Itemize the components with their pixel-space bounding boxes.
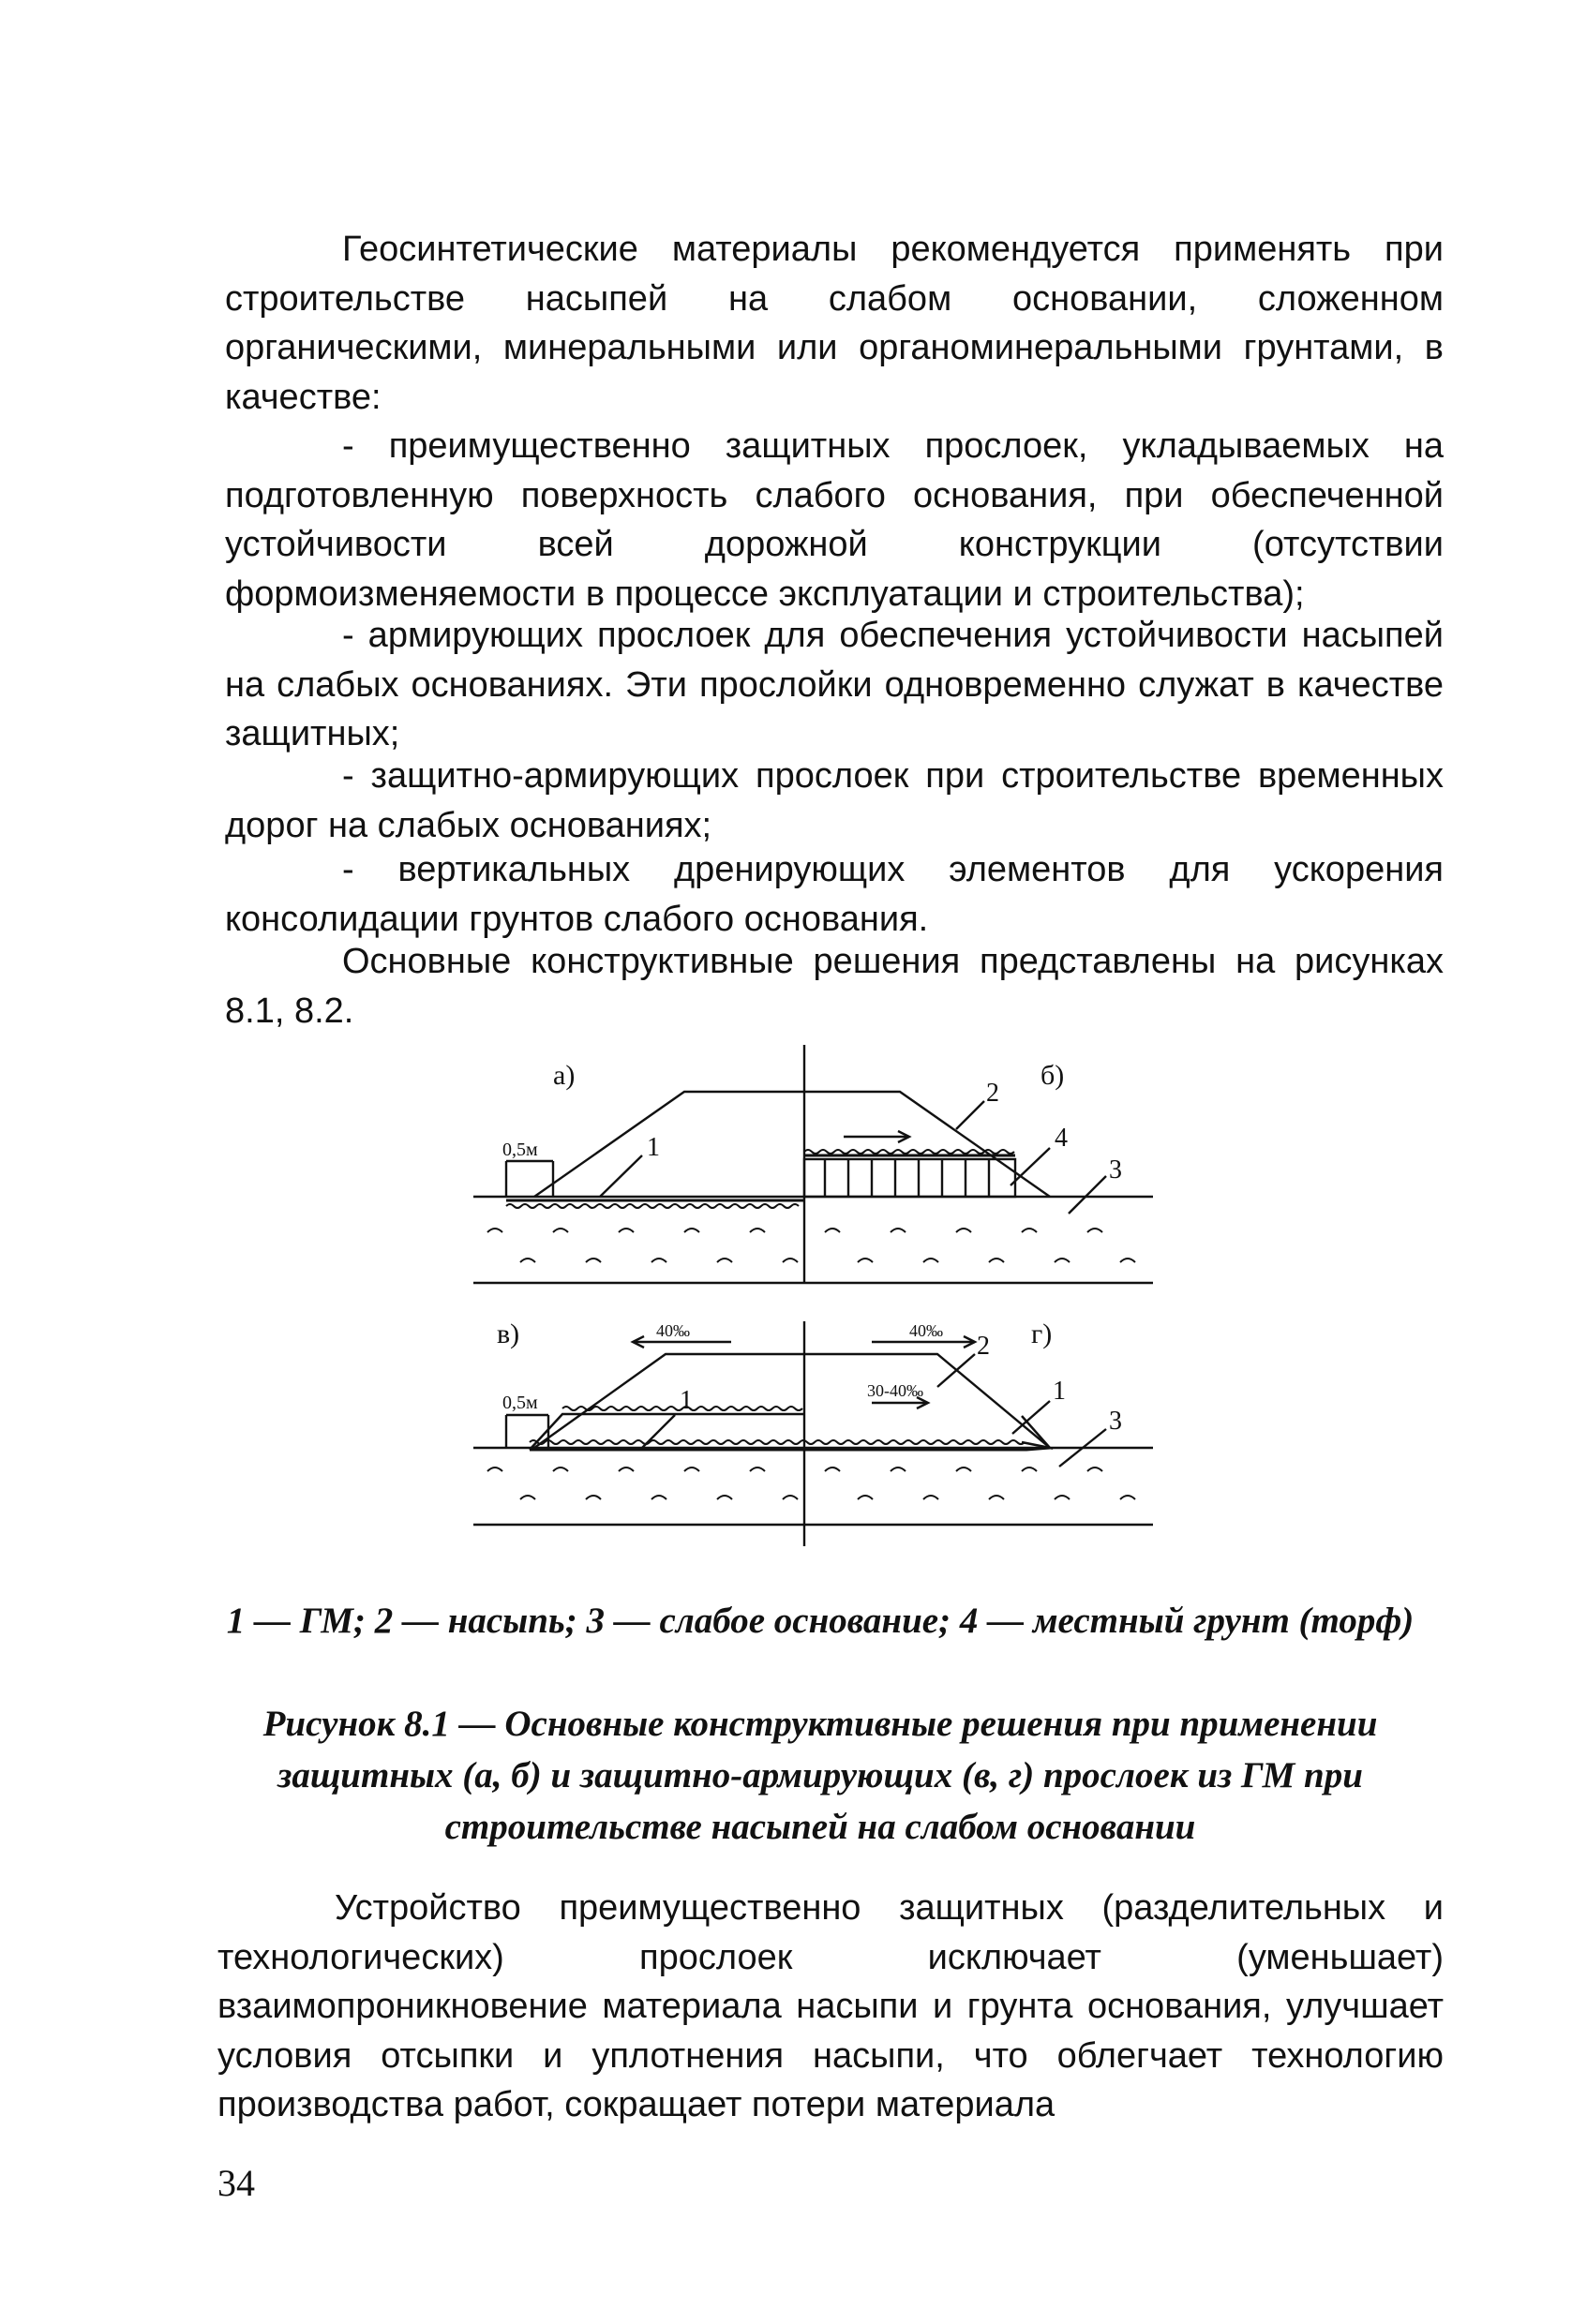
- list-item-vertical-drains: - вертикальных дренирующих элементов для ускорения консолидации грунтов слабого основания.: [225, 850, 1444, 939]
- slope-label-right: 40‰: [909, 1321, 943, 1340]
- slope-label-range: 30-40‰: [867, 1381, 923, 1400]
- callout-1-upper: 1: [647, 1133, 660, 1162]
- panel-label-b: б): [1041, 1060, 1065, 1091]
- callout-1-lower-left: 1: [680, 1386, 693, 1415]
- embankment-figure: [450, 1045, 1162, 1551]
- figure-caption: Рисунок 8.1 — Основные конструктивные решения при применении защитных (а, б) и защитно-армирующих (в, г) прослоек из ГМ при строительстве насыпей на слабом основании: [262, 1704, 1378, 1847]
- callout-1-lower-right: 1: [1053, 1377, 1066, 1406]
- offset-label-upper: 0,5м: [502, 1140, 538, 1160]
- embankment-outline-lower: [534, 1354, 1050, 1448]
- local-soil-block: [804, 1159, 1015, 1197]
- callout-3-lower: 3: [1109, 1407, 1122, 1436]
- offset-label-lower: 0,5м: [502, 1393, 538, 1413]
- intro-paragraph: Геосинтетические материалы рекомендуется применять при строительстве насыпей на слабом основании, сложенном органическими, минеральными или органоминеральными грунтами, в качестве:: [225, 230, 1444, 417]
- figure-reference-paragraph: Основные конструктивные решения представлены на рисунках 8.1, 8.2.: [225, 942, 1444, 1031]
- lower-diagram: [473, 1321, 1153, 1546]
- callout-3-upper: 3: [1109, 1155, 1122, 1184]
- list-item-protective-reinforcing-layers: - защитно-армирующих прослоек при строительстве временных дорог на слабых основаниях;: [225, 756, 1444, 845]
- list-item-reinforcing-layers: - армирующих прослоек для обеспечения устойчивости насыпей на слабых основаниях. Эти прослойки одновременно служат в качестве защитных;: [225, 616, 1444, 753]
- embankment-outline-upper: [534, 1092, 1050, 1197]
- callout-2-upper: 2: [986, 1079, 999, 1108]
- slope-label-left: 40‰: [656, 1321, 690, 1340]
- panel-label-v: в): [497, 1318, 520, 1349]
- panel-label-g: г): [1031, 1318, 1053, 1349]
- panel-label-a: а): [553, 1060, 576, 1091]
- page-number: 34: [217, 2162, 255, 2204]
- figure-legend: 1 — ГМ; 2 — насыпь; 3 — слабое основание; 4 — местный грунт (торф): [226, 1601, 1415, 1641]
- weak-soil-hatching-upper: [487, 1229, 1135, 1262]
- weak-soil-hatching-lower: [487, 1467, 1135, 1499]
- callout-4-upper: 4: [1055, 1124, 1068, 1153]
- closing-paragraph: Устройство преимущественно защитных (разделительных и технологических) прослоек исключает (уменьшает) взаимопроникновение материала насыпи и грунта основания, улучшает условия отсыпки и уплотнения насыпи, что облегчает технологию производства работ, сокращает потери материала: [217, 1888, 1444, 2124]
- list-item-protective-layers: - преимущественно защитных прослоек, укладываемых на подготовленную поверхность слабого основания, при обеспеченной устойчивости всей дорожной конструкции (отсутствии формоизменяемости в процессе эксплуатации и строительства);: [225, 426, 1444, 614]
- callout-2-lower: 2: [977, 1332, 990, 1361]
